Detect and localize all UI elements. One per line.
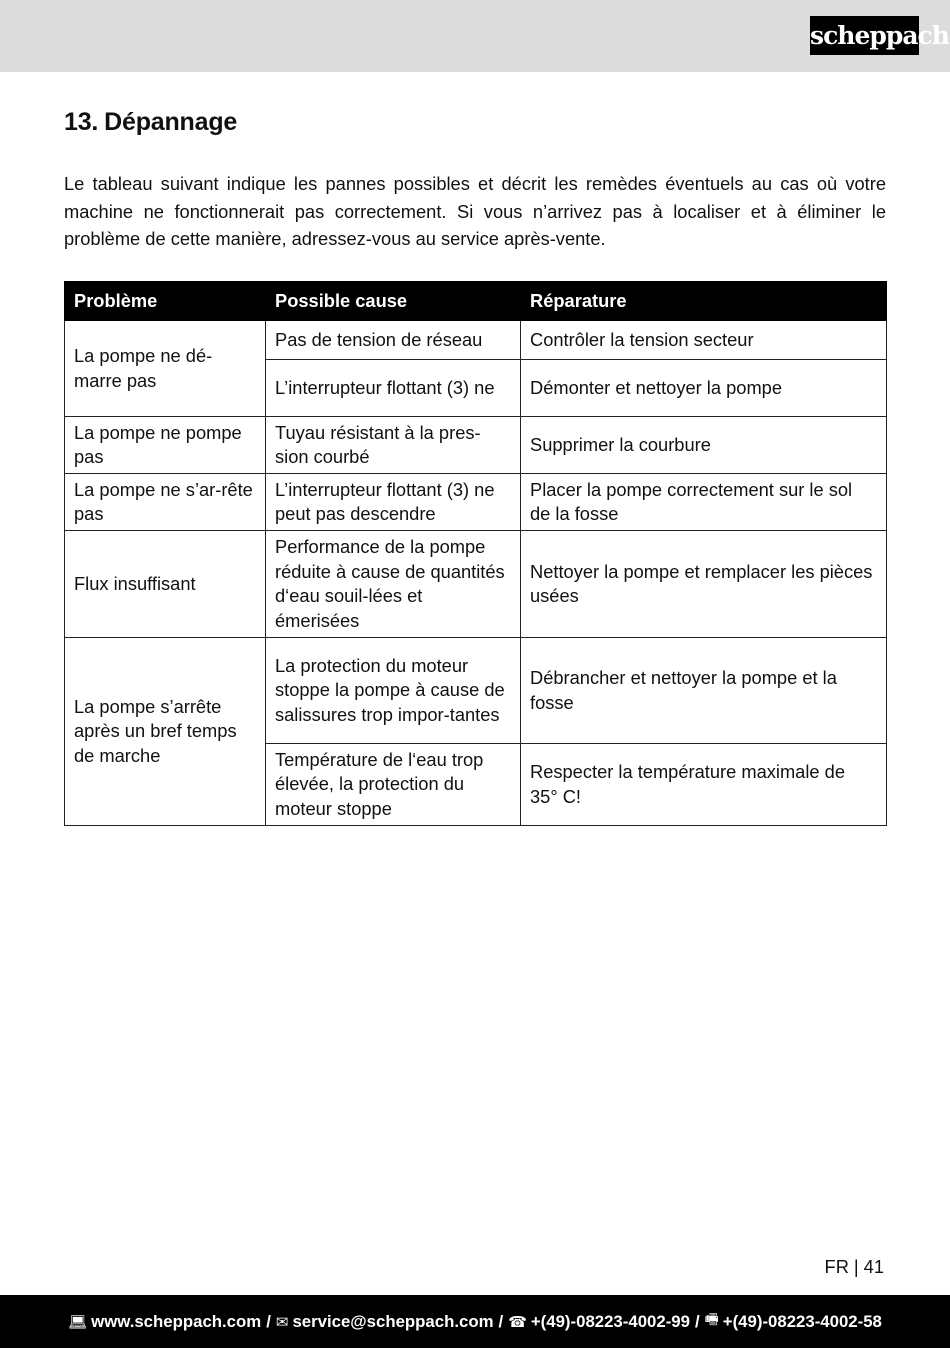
header-problem: Problème — [65, 282, 266, 321]
table-header-row — [65, 282, 887, 321]
troubleshooting-table — [64, 281, 887, 826]
table-row — [65, 321, 887, 360]
table-row — [65, 531, 887, 638]
section-heading: Dépannage — [104, 108, 238, 136]
telephone-icon: ☎︎ — [508, 1312, 527, 1331]
problem-cell: La pompe ne dé-marre pas — [65, 321, 266, 417]
header-repair: Réparature — [521, 282, 887, 321]
table-row — [65, 474, 887, 531]
language-code: FR — [824, 1256, 849, 1277]
contact-separator: / — [266, 1311, 271, 1331]
page-number-value: 41 — [863, 1256, 884, 1277]
table-row — [65, 638, 887, 744]
phone-number: +(49)-08223-4002-99 — [530, 1311, 690, 1331]
computer-icon: 💻︎ — [68, 1312, 88, 1331]
problem-cell: La pompe ne s’ar-rête pas — [65, 474, 266, 531]
page-separator: | — [853, 1256, 859, 1277]
cause-cell: Tuyau résistant à la pres-sion courbé — [266, 417, 521, 474]
repair-cell: Démonter et nettoyer la pompe — [521, 360, 887, 417]
website-link[interactable]: www.scheppach.com — [91, 1311, 262, 1331]
problem-cell: La pompe ne pompe pas — [65, 417, 266, 474]
cause-cell: L’interrupteur flottant (3) ne — [266, 360, 521, 417]
repair-cell: Respecter la température maximale de 35° C! — [521, 744, 887, 826]
contact-separator: / — [498, 1311, 504, 1331]
problem-cell: Flux insuffisant — [65, 531, 266, 638]
section-number: 13. — [64, 108, 99, 136]
problem-cell: La pompe s’arrête après un bref temps de marche — [65, 638, 266, 826]
intro-paragraph: Le tableau suivant indique les pannes possibles et décrit les remèdes éventuels au cas où votre machine ne fonctionnerait pas correctement. Si vous n’arrivez pas à localiser et à éliminer le problème de cette manière, adressez-vous au service après-vente. — [64, 173, 886, 249]
repair-cell: Débrancher et nettoyer la pompe et la fosse — [521, 638, 887, 744]
contact-bar — [0, 1295, 950, 1348]
fax-number: +(49)-08223-4002-58 — [722, 1311, 882, 1331]
repair-cell: Nettoyer la pompe et remplacer les pièces usées — [521, 531, 887, 638]
page-number — [825, 1256, 884, 1278]
fax-icon: 🖷︎ — [704, 1310, 719, 1328]
repair-cell: Contrôler la tension secteur — [521, 321, 887, 360]
section-title — [64, 108, 237, 137]
repair-cell: Placer la pompe correctement sur le sol de la fosse — [521, 474, 887, 531]
header-cause: Possible cause — [266, 282, 521, 321]
email-link[interactable]: service@scheppach.com — [292, 1311, 494, 1331]
cause-cell: Température de l‘eau trop élevée, la protection du moteur stoppe — [266, 744, 521, 826]
contact-separator: / — [694, 1311, 700, 1331]
repair-cell: Supprimer la courbure — [521, 417, 887, 474]
table-row — [65, 417, 887, 474]
cause-cell: La protection du moteur stoppe la pompe à cause de salissures trop impor-tantes — [266, 638, 521, 744]
envelope-icon: ✉︎ — [275, 1312, 289, 1331]
cause-cell: Pas de tension de réseau — [266, 321, 521, 360]
cause-cell: L’interrupteur flottant (3) ne peut pas descendre — [266, 474, 521, 531]
header-band — [0, 0, 950, 72]
brand-logo: scheppach — [810, 16, 919, 55]
cause-cell: Performance de la pompe réduite à cause de quantités d‘eau souil-lées et émerisées — [266, 531, 521, 638]
